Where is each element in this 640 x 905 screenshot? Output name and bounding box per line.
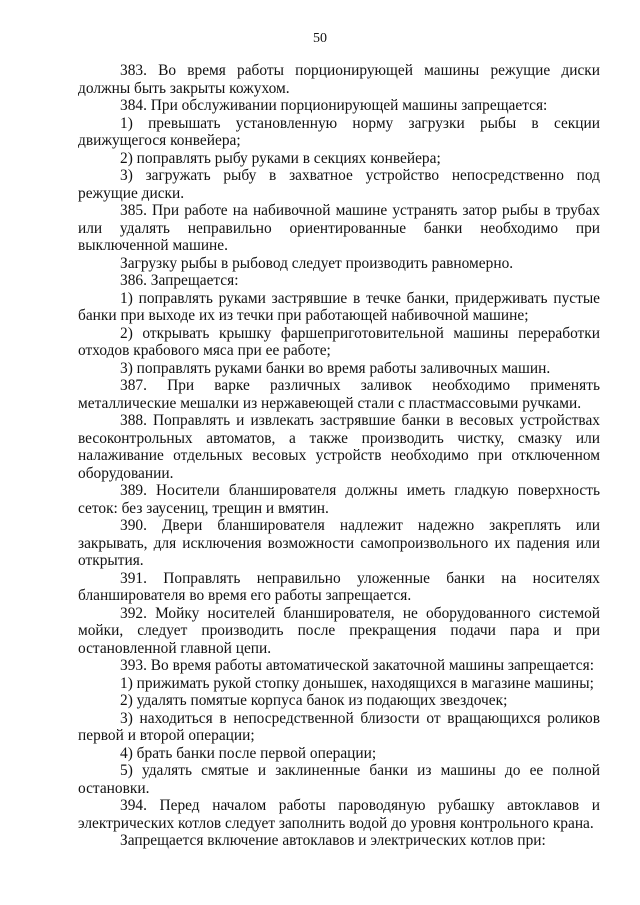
paragraph-387: 387. При варке различных заливок необходимо применять металлические мешалки из нержавеющей стали с пластмассовыми ручками. bbox=[78, 377, 600, 412]
list-item: 2) удалять помятые корпуса банок из подающих звездочек; bbox=[120, 692, 508, 709]
list-item: 1) поправлять руками застрявшие в течке банки, придерживать пустые банки при выходе их из течки при работающей набивочной машине; bbox=[78, 289, 600, 324]
paragraph-391: 391. Поправлять неправильно уложенные банки на носителях бланширователя во время его работы запрещается. bbox=[78, 569, 600, 604]
paragraph-386: 386. Запрещается: bbox=[120, 272, 239, 289]
document-body bbox=[78, 62, 600, 850]
paragraph-385: 385. При работе на набивочной машине устранять затор рыбы в трубах или удалять неправильно ориентированные банки необходимо при выключенной машине. bbox=[78, 202, 600, 254]
list-item: 3) загружать рыбу в захватное устройство непосредственно под режущие диски. bbox=[78, 167, 600, 202]
paragraph-384: 384. При обслуживании порционирующей машины запрещается: bbox=[120, 97, 548, 114]
page-number: 50 bbox=[313, 31, 327, 46]
list-item: 2) открывать крышку фаршеприготовительной машины переработки отходов крабового мяса при ее работе; bbox=[78, 324, 600, 359]
paragraph-389: 389. Носители бланширователя должны иметь гладкую поверхность сеток: без заусениц, трещин и вмятин. bbox=[78, 482, 600, 517]
paragraph-388: 388. Поправлять и извлекать застрявшие банки в весовых устройствах весоконтрольных автоматов, а также производить чистку, смазку или налаживание отдельных весовых устройств необходимо при отключенном оборудовании. bbox=[78, 412, 600, 482]
list-item: 2) поправлять рыбу руками в секциях конвейера; bbox=[120, 149, 441, 167]
paragraph-394: 394. Перед началом работы пароводяную рубашку автоклавов и электрических котлов следует заполнить водой до уровня контрольного крана. bbox=[78, 797, 600, 832]
paragraph-383: 383. Во время работы порционирующей машины режущие диски должны быть закрыты кожухом. bbox=[78, 62, 600, 97]
list-item: 4) брать банки после первой операции; bbox=[120, 744, 377, 762]
paragraph: Загрузку рыбы в рыбовод следует производить равномерно. bbox=[120, 254, 514, 272]
list-item: 1) прижимать рукой стопку донышек, находящихся в магазине машины; bbox=[120, 674, 594, 692]
list-item: 1) превышать установленную норму загрузки рыбы в секции движущегося конвейера; bbox=[78, 114, 600, 149]
paragraph-390: 390. Двери бланширователя надлежит надежно закреплять или закрывать, для исключения возможности самопроизвольного их падения или открытия. bbox=[78, 517, 600, 569]
list-item: 3) находиться в непосредственной близости от вращающихся роликов первой и второй операции; bbox=[78, 709, 600, 744]
list-item: 5) удалять смятые и заклиненные банки из машины до ее полной остановки. bbox=[78, 762, 600, 797]
paragraph: Запрещается включение автоклавов и электрических котлов при: bbox=[120, 832, 546, 849]
paragraph-392: 392. Мойку носителей бланширователя, не оборудованного системой мойки, следует производить после прекращения подачи пара и при остановленной главной цепи. bbox=[78, 604, 600, 657]
list-item: 3) поправлять руками банки во время работы заливочных машин. bbox=[120, 359, 551, 377]
paragraph-393: 393. Во время работы автоматической закаточной машины запрещается: bbox=[120, 657, 594, 674]
